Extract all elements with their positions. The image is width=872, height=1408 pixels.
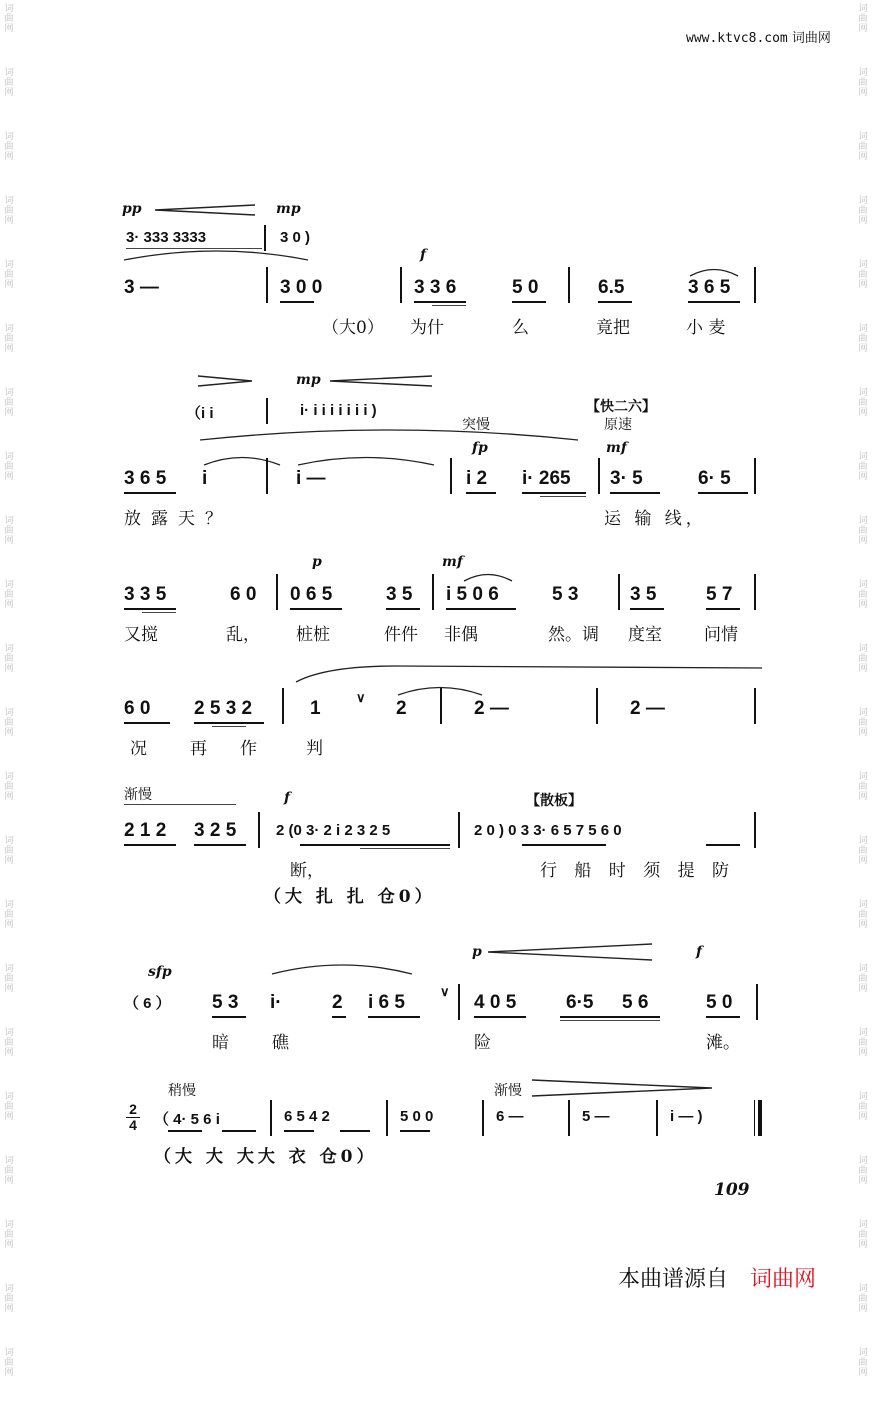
section-label-kuai-er-liu: 【快二六】 (586, 399, 656, 415)
decrescendo-hairpin (198, 376, 254, 386)
time-signature-top: 2 (129, 1101, 137, 1117)
underline (400, 1130, 430, 1132)
underline (512, 301, 546, 303)
tempo-label-gradually-slow: 渐慢 (124, 787, 152, 803)
side-watermark-text: 词 曲 网 (4, 68, 14, 98)
tempo-line (124, 804, 236, 805)
lyric-b: 礁 (272, 1033, 289, 1053)
side-watermark-text: 词 曲 网 (4, 580, 14, 610)
measure-4b: 6· 5 (698, 468, 731, 489)
barline (450, 458, 452, 494)
measure-2: 6 5 4 2 (284, 1108, 330, 1125)
underline (706, 1016, 740, 1018)
measure-2: 3 0 0 (280, 277, 323, 298)
barline (598, 458, 600, 494)
side-watermark-right (856, 0, 870, 1378)
measure-2b: 2 (396, 698, 407, 719)
measure-4a: 6.5 (598, 277, 625, 298)
side-watermark-text: 词 曲 网 (858, 196, 868, 226)
measure-4: 6 — (496, 1108, 524, 1125)
measure-1b: 3 2 5 (194, 820, 237, 841)
underline (280, 301, 314, 303)
barline (264, 225, 266, 251)
underline (124, 722, 170, 724)
lyric-b: 运 输 线， (604, 509, 707, 529)
side-watermark-text: 词 曲 网 (858, 1156, 868, 1186)
dynamic-mp: mp (296, 372, 321, 388)
dynamic-fp: fp (472, 440, 488, 456)
lyric-c: 险 (474, 1033, 491, 1053)
upper-notes-b: 3 0 ) (280, 229, 311, 246)
dynamic-mf: mf (606, 440, 627, 456)
lyric-b: 行 船 时 须 提 防 (540, 861, 736, 881)
underline (194, 722, 264, 724)
measure-2b: 6·5 (566, 992, 594, 1013)
lyric-a: 断， (290, 861, 324, 881)
measure-2c: 5 6 (622, 992, 649, 1013)
measure-1b: 2 5 3 2 (194, 698, 253, 719)
lyric-c: 么 (512, 318, 529, 338)
dynamic-f: f (284, 790, 291, 806)
underline (386, 608, 420, 610)
final-barline-thick (758, 1100, 762, 1136)
underline (124, 844, 176, 846)
page-number: 109 (714, 1180, 750, 1200)
underline (688, 301, 740, 303)
side-watermark-text: 词 曲 网 (4, 644, 14, 674)
underline (340, 1130, 370, 1132)
measure-3b: 5 3 (552, 584, 579, 605)
slur (462, 572, 514, 582)
side-watermark-text: 词 曲 网 (858, 388, 868, 418)
side-watermark-text: 词 曲 网 (858, 836, 868, 866)
side-watermark-text: 词 曲 网 (4, 1284, 14, 1314)
header-site-name: 词曲网 (791, 31, 831, 46)
measure-1a: 2 1 2 (124, 820, 167, 841)
measure-2d: 5 0 (706, 992, 733, 1013)
side-watermark-text: 词 曲 网 (4, 1028, 14, 1058)
measure-2a: 4 0 5 (474, 992, 517, 1013)
underline (300, 844, 450, 846)
underline (522, 492, 586, 494)
crescendo-hairpin (488, 944, 654, 960)
underline (560, 1020, 660, 1021)
underline (368, 1016, 420, 1018)
barline (276, 574, 278, 610)
barline (754, 267, 756, 303)
slur (270, 962, 414, 976)
side-watermark-text: 词 曲 网 (858, 516, 868, 546)
lyric-g: 度室 (628, 625, 662, 645)
header (686, 27, 831, 46)
measure-3: 5 0 0 (400, 1108, 434, 1125)
measure-3: 2 0 ) 0 3 3· 6 5 7 5 6 0 (474, 822, 622, 839)
side-watermark-text: 词 曲 网 (858, 68, 868, 98)
underline (466, 492, 496, 494)
side-watermark-text: 词 曲 网 (4, 772, 14, 802)
measure-2: 2 (0 3· 2 i 2 3 2 5 (276, 822, 391, 839)
breath-mark: ∨ (440, 984, 450, 999)
side-watermark-text: 词 曲 网 (4, 260, 14, 290)
lyric-d: 滩。 (706, 1033, 740, 1053)
side-watermark-text: 词 曲 网 (4, 452, 14, 482)
barline (568, 1100, 570, 1136)
barline (386, 1100, 388, 1136)
percussion-line: （大 大 大大 衣 仓0） (154, 1147, 378, 1167)
side-watermark-text: 词 曲 网 (4, 708, 14, 738)
lyric-b: 为什 (410, 318, 444, 338)
underline (290, 608, 342, 610)
measure-3a: i 5 0 6 (446, 584, 499, 605)
underline (142, 612, 176, 613)
side-watermark-text: 词 曲 网 (858, 1284, 868, 1314)
barline (400, 267, 402, 303)
barline (266, 267, 268, 303)
tempo-label-sudden-slow: 突慢 (462, 417, 490, 433)
upper-notes-a: 3· 333 3333 (126, 229, 207, 246)
side-watermark-left (2, 0, 16, 1378)
underline (522, 844, 606, 846)
side-watermark-text: 词 曲 网 (4, 1220, 14, 1250)
tempo-label-slightly-slow: 稍慢 (168, 1083, 196, 1099)
percussion-line: （大 扎 扎 仓0） (264, 887, 436, 907)
side-watermark-text: 词 曲 网 (858, 708, 868, 738)
barline (754, 574, 756, 610)
underline (332, 1016, 346, 1018)
lyric-b: 再 (190, 739, 207, 759)
measure-1c: i· (270, 992, 282, 1013)
measure-4: 2 — (630, 698, 665, 719)
measure-3b: 5 0 (512, 277, 539, 298)
lyric-d: 判 (306, 739, 323, 759)
measure-5: 5 — (582, 1108, 610, 1125)
side-watermark-text: 词 曲 网 (858, 900, 868, 930)
slur (200, 428, 580, 442)
underline (124, 492, 176, 494)
side-watermark-text: 词 曲 网 (858, 324, 868, 354)
lyric-d: 件件 (384, 625, 418, 645)
underline (168, 1130, 202, 1132)
lyric-a: 又搅 (124, 625, 158, 645)
barline (458, 984, 460, 1020)
lyric-a: 放露天？ (124, 509, 232, 529)
side-watermark-text: 词 曲 网 (858, 260, 868, 290)
header-url[interactable]: www.ktvc8.com (686, 31, 788, 46)
lyric-a: 暗 (212, 1033, 229, 1053)
underline (610, 492, 660, 494)
measure-2: i — (296, 468, 326, 489)
decrescendo-hairpin (532, 1080, 714, 1096)
measure-1: 3 — (124, 277, 159, 298)
dynamic-f: f (696, 944, 703, 960)
barline (432, 574, 434, 610)
upper-notes-b: i· i i i i i i i ) (300, 402, 377, 419)
lyric-h: 问情 (704, 625, 738, 645)
measure-1a: 6 0 (124, 698, 151, 719)
dynamic-mf: mf (442, 554, 463, 570)
side-watermark-text: 词 曲 网 (858, 1348, 868, 1378)
lyric-f: 然。调 (548, 625, 599, 645)
measure-4b: 3 6 5 (688, 277, 731, 298)
lyric-d: 竟把 (596, 318, 630, 338)
side-watermark-text: 词 曲 网 (858, 644, 868, 674)
dynamic-p: p (312, 554, 322, 570)
measure-3: 2 — (474, 698, 509, 719)
slur (124, 250, 310, 262)
measure-1b: i (202, 468, 208, 489)
barline (266, 398, 268, 424)
measure-4b: 5 7 (706, 584, 733, 605)
underline (414, 301, 466, 303)
side-watermark-text: 词 曲 网 (858, 772, 868, 802)
underline (706, 608, 740, 610)
side-watermark-text: 词 曲 网 (858, 964, 868, 994)
barline (282, 688, 284, 724)
slur (688, 267, 740, 277)
dynamic-pp: pp (122, 201, 142, 217)
barline (656, 1100, 658, 1136)
underline (560, 1016, 660, 1018)
underline (360, 848, 450, 849)
underline (212, 726, 246, 727)
measure-4a: 3· 5 (610, 468, 643, 489)
barline (754, 688, 756, 724)
barline (482, 1100, 484, 1136)
side-watermark-text: 词 曲 网 (4, 132, 14, 162)
underline (222, 1130, 256, 1132)
underline (598, 301, 632, 303)
grace-group: （ 6 ） (124, 995, 171, 1012)
underline (212, 1016, 246, 1018)
lyric-e: 非偶 (444, 625, 478, 645)
measure-6: i — ) (670, 1108, 703, 1125)
side-watermark-text: 词 曲 网 (4, 836, 14, 866)
underline (706, 844, 740, 846)
measure-1d: 2 (332, 992, 343, 1013)
barline (266, 458, 268, 494)
lyric-b: 乱， (226, 625, 260, 645)
barline (596, 688, 598, 724)
measure-2a: 1 (310, 698, 321, 719)
dynamic-mp: mp (276, 201, 301, 217)
lyric-e: 小 麦 (686, 318, 726, 338)
measure-2a: 0 6 5 (290, 584, 333, 605)
upper-notes-a: （i i (186, 405, 214, 422)
tempo-label-gradually-slow: 渐慢 (494, 1083, 522, 1099)
side-watermark-text: 词 曲 网 (858, 1220, 868, 1250)
side-watermark-text: 词 曲 网 (4, 388, 14, 418)
side-watermark-text: 词 曲 网 (4, 516, 14, 546)
final-barline-thin (754, 1100, 755, 1136)
underline (540, 496, 586, 497)
footer-brand-link[interactable]: 词曲网 (750, 1267, 817, 1292)
side-watermark-text: 词 曲 网 (4, 964, 14, 994)
measure-2b: 3 5 (386, 584, 413, 605)
breath-mark: ∨ (356, 690, 366, 705)
footer (618, 1262, 816, 1293)
side-watermark-text: 词 曲 网 (4, 900, 14, 930)
time-signature (126, 1102, 140, 1133)
section-label-sanban: 【散板】 (526, 793, 582, 809)
side-watermark-text: 词 曲 网 (858, 580, 868, 610)
underline (698, 492, 748, 494)
barline (440, 688, 442, 724)
underline (630, 608, 664, 610)
dynamic-f: f (420, 247, 427, 263)
side-watermark-text: 词 曲 网 (858, 1028, 868, 1058)
measure-1e: i 6 5 (368, 992, 405, 1013)
measure-3a: i 2 (466, 468, 488, 489)
barline (754, 458, 756, 494)
time-signature-bottom: 4 (129, 1117, 137, 1133)
side-watermark-text: 词 曲 网 (858, 452, 868, 482)
underline (124, 608, 176, 610)
side-watermark-text: 词 曲 网 (4, 1156, 14, 1186)
barline (270, 1100, 272, 1136)
barline (458, 812, 460, 848)
lyric-a: 况 (130, 739, 147, 759)
side-watermark-text: 词 曲 网 (858, 4, 868, 34)
measure-1: （ 4· 5 6 i (154, 1111, 220, 1128)
barline (756, 984, 758, 1020)
footer-prefix: 本曲谱源自 (618, 1267, 729, 1292)
barline (618, 574, 620, 610)
side-watermark-text: 词 曲 网 (858, 132, 868, 162)
side-watermark-text: 词 曲 网 (4, 4, 14, 34)
side-watermark-text: 词 曲 网 (4, 196, 14, 226)
dynamic-p: p (472, 944, 482, 960)
lyric-a: （大0） (322, 318, 384, 338)
dynamic-sfp: sfp (148, 964, 172, 980)
measure-1a: 3 6 5 (124, 468, 167, 489)
underline (474, 1016, 526, 1018)
measure-3b: i· 265 (522, 468, 571, 489)
measure-1b: 6 0 (230, 584, 257, 605)
side-watermark-text: 词 曲 网 (4, 1092, 14, 1122)
underline (194, 844, 246, 846)
decrescendo-hairpin (330, 376, 434, 386)
side-watermark-text: 词 曲 网 (4, 1348, 14, 1378)
tempo-label-primo: 原速 (604, 417, 632, 433)
measure-1a: 3 3 5 (124, 584, 167, 605)
underline (284, 1130, 314, 1132)
measure-3a: 3 3 6 (414, 277, 457, 298)
crescendo-hairpin (155, 205, 260, 215)
underline (432, 305, 466, 306)
tie (202, 454, 282, 466)
long-slur (296, 664, 764, 684)
tie (296, 454, 436, 466)
underline (446, 608, 516, 610)
lyric-c: 桩桩 (296, 625, 330, 645)
underline (126, 248, 262, 249)
barline (568, 267, 570, 303)
side-watermark-text: 词 曲 网 (858, 1092, 868, 1122)
barline (258, 812, 260, 848)
barline (754, 812, 756, 848)
side-watermark-text: 词 曲 网 (4, 324, 14, 354)
measure-4a: 3 5 (630, 584, 657, 605)
measure-1b: 5 3 (212, 992, 239, 1013)
lyric-c: 作 (240, 739, 257, 759)
